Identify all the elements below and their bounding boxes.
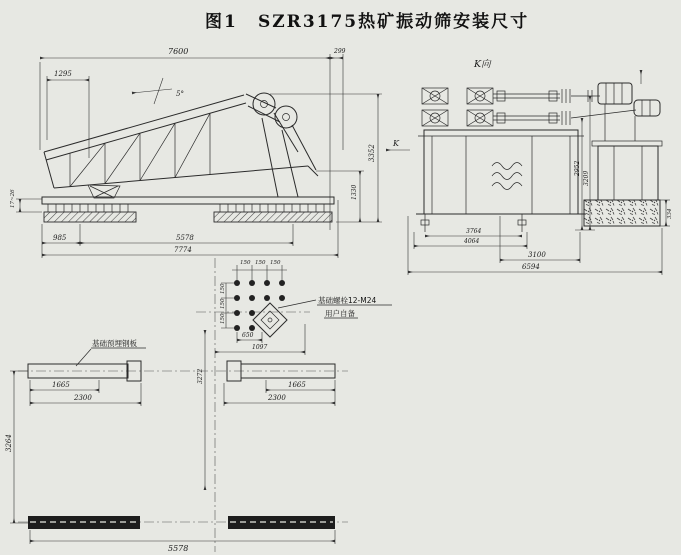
dim-1295-label: 1295 (54, 70, 72, 78)
dim-total-height (270, 94, 382, 222)
dim-top-2: 150 (255, 260, 266, 266)
dim-to-foundation (197, 330, 205, 490)
plate-label: 基础预埋钢板 (92, 339, 137, 348)
dim-chute-1097 (215, 324, 305, 355)
dim-2952-label: 2952 (574, 160, 581, 176)
dim-motor-span (500, 216, 580, 263)
section-k-label: K (393, 139, 399, 148)
dim-650-label: 650 (242, 332, 254, 339)
dim-bolt-top-row (232, 260, 287, 286)
dim-overall-length (42, 200, 338, 258)
dim-pad-thickness (660, 200, 673, 226)
pedestal-foundation-block (584, 200, 660, 226)
bolt-group (234, 280, 285, 331)
dim-985-label: 985 (53, 234, 67, 242)
dim-3352-label: 3352 (368, 144, 376, 162)
page-title: SZR3175热矿振动筛安装尺寸 (258, 12, 530, 32)
dim-right-plate (224, 380, 335, 406)
dim-bolt-left-col (220, 283, 240, 328)
dim-3100-label: 3100 (528, 251, 546, 259)
embedded-plates-bottom (28, 516, 335, 529)
exciter-bearings (246, 93, 316, 170)
anchor-bolt-detail (196, 258, 392, 552)
dim-left-1: 150 (220, 283, 226, 294)
foundation-pad-right (214, 212, 332, 222)
dim-7774-label: 7774 (174, 246, 192, 254)
dim-frame-span (414, 238, 527, 246)
dim-offset-650 (237, 332, 262, 343)
dim-3209-label: 3209 (583, 170, 590, 186)
bolt-note-line2: 用户自备 (325, 309, 355, 318)
foundation-pad-left (44, 212, 136, 222)
dim-4064-label: 4064 (464, 238, 480, 245)
plate-label-group (76, 338, 146, 366)
dim-3764-label: 3764 (466, 228, 482, 235)
dim-top-1: 150 (240, 260, 251, 266)
dim-3264-label: 3264 (5, 434, 13, 452)
side-view (10, 47, 410, 258)
dim-1330-label: 1330 (351, 184, 358, 200)
dim-side-height (5, 371, 28, 523)
dim-5578-side-label: 5578 (176, 234, 194, 242)
drawing-title (205, 11, 529, 32)
screen-machine-side (42, 93, 334, 222)
dim-2300-left: 2300 (74, 394, 92, 402)
end-view (408, 59, 673, 275)
dim-shim-range (10, 189, 42, 212)
dim-angle-label: 5° (176, 90, 184, 98)
screen-mesh-symbol (492, 163, 522, 190)
dim-left-3: 150 (220, 313, 226, 324)
screen-box-end (416, 130, 586, 232)
dim-2300-right: 2300 (268, 394, 286, 402)
motor-pedestal (584, 104, 662, 226)
dim-3272-label: 3272 (197, 368, 204, 384)
dim-pad-left (42, 234, 80, 243)
foundation-plan (5, 338, 348, 553)
vibrator-housings (422, 88, 493, 126)
dim-6594-label: 6594 (522, 263, 540, 271)
dim-7600-label: 7600 (168, 47, 189, 56)
dim-discharge-overhang (330, 48, 346, 150)
base-ribs (48, 204, 324, 212)
dim-left-plate (30, 380, 141, 406)
view-k-label: K向 (474, 59, 491, 70)
dim-support-span (80, 234, 293, 243)
figure-number: 图1 (205, 12, 238, 32)
dim-334-label: 334 (667, 208, 673, 219)
dim-overall-top (40, 47, 330, 230)
dim-left-2: 150 (220, 298, 226, 309)
dim-bottom-width (30, 530, 335, 553)
incline-angle-mark (132, 78, 184, 104)
dim-top-3: 150 (270, 260, 281, 266)
dim-shim-label: 17~26 (10, 189, 16, 208)
motor-lower (634, 100, 660, 116)
dim-5578-plan-label: 5578 (168, 544, 189, 553)
dim-1665-left: 1665 (52, 381, 70, 389)
bolt-note-line1: 基础螺栓12-M24 (318, 296, 377, 305)
drive-motors (598, 70, 660, 116)
bolt-note (278, 295, 392, 318)
motor-upper (598, 83, 632, 104)
base-frame (42, 197, 334, 204)
dim-1665-right: 1665 (288, 381, 306, 389)
dim-bearing-span (425, 228, 522, 236)
section-k-arrow (386, 139, 410, 150)
chute-opening (253, 303, 287, 337)
dim-1097-label: 1097 (252, 344, 268, 351)
dim-299-label: 299 (334, 48, 346, 55)
drive-shafts (493, 89, 636, 125)
